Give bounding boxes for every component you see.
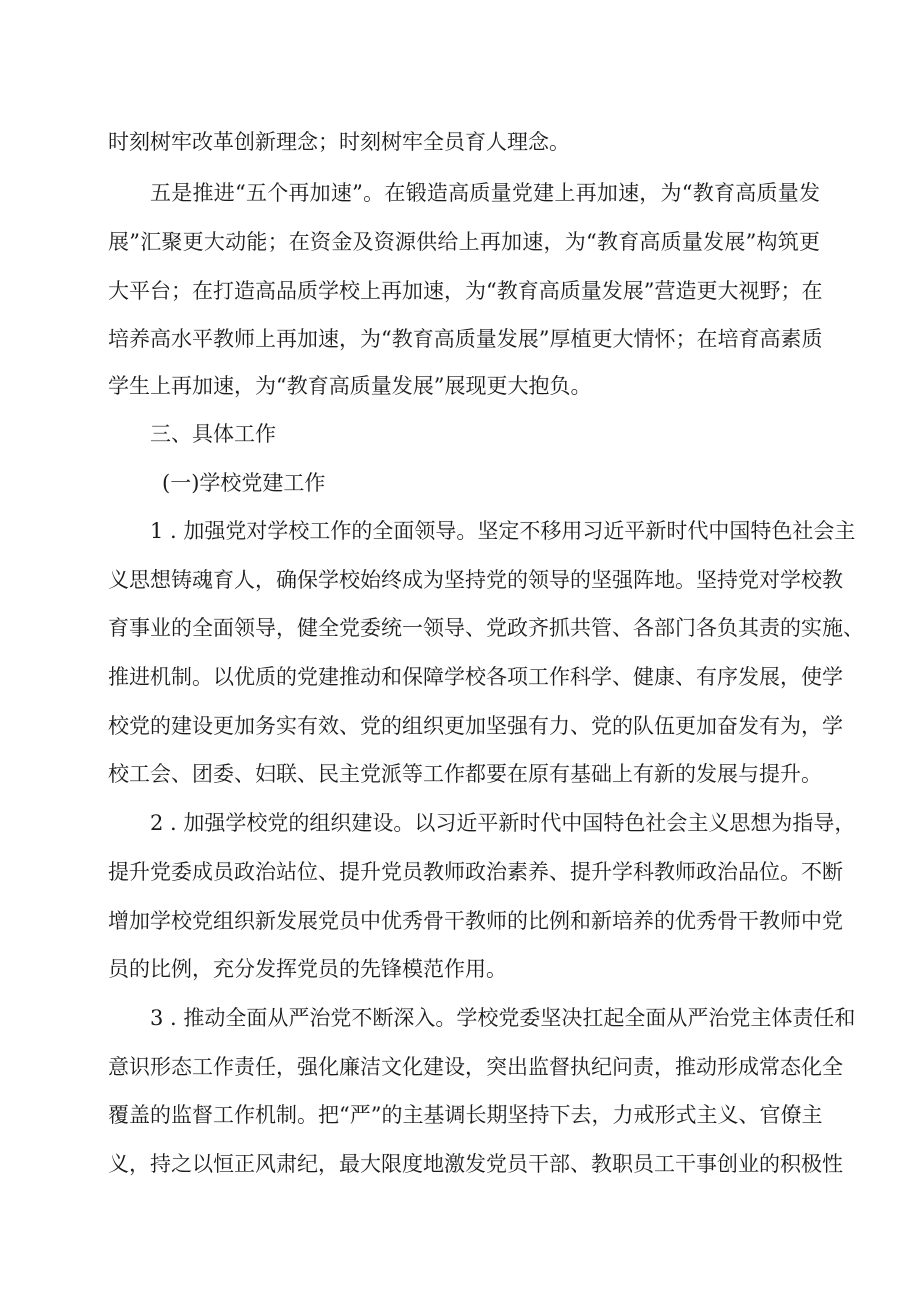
paragraph-line: 1 . 加强党对学校工作的全面领导。坚定不移用习近平新时代中国特色社会主 [150, 519, 856, 543]
paragraph-line: 育事业的全面领导，健全党委统一领导、党政齐抓共管、各部门各负其责的实施、 [108, 616, 864, 640]
paragraph-line: 2 . 加强学校党的组织建设。以习近平新时代中国特色社会主义思想为指导， [150, 811, 856, 835]
paragraph-line: 学生上再加速，为“教育高质量发展”展现更大抱负。 [108, 374, 592, 398]
paragraph-line: 义，持之以恒正风肃纪，最大限度地激发党员干部、教职员工干事创业的积极性 [108, 1152, 843, 1176]
paragraph-line: 增加学校党组织新发展党员中优秀骨干教师的比例和新培养的优秀骨干教师中党 [108, 909, 843, 933]
paragraph-line: 五是推进“五个再加速”。在锻造高质量党建上再加速，为“教育高质量发 [150, 181, 820, 205]
paragraph-line: 推进机制。以优质的党建推动和保障学校各项工作科学、健康、有序发展，使学 [108, 665, 843, 689]
section-heading: 三、具体工作 [150, 422, 276, 446]
paragraph-line: 覆盖的监督工作机制。把“严”的主基调长期坚持下去，力戒形式主义、官僚主 [108, 1103, 823, 1127]
paragraph-line: 培养高水平教师上再加速，为“教育高质量发展”厚植更大情怀；在培育高素质 [108, 327, 823, 351]
subsection-heading: (一)学校党建工作 [162, 471, 326, 495]
paragraph-line: 校工会、团委、妇联、民主党派等工作都要在原有基础上有新的发展与提升。 [108, 762, 822, 786]
paragraph-line: 意识形态工作责任，强化廉洁文化建设，突出监督执纪问责，推动形成常态化全 [108, 1055, 843, 1079]
paragraph-line: 提升党委成员政治站位、提升党员教师政治素养、提升学科教师政治品位。不断 [108, 860, 843, 884]
paragraph-line: 展”汇聚更大动能；在资金及资源供给上再加速，为“教育高质量发展”构筑更 [108, 230, 820, 254]
paragraph-line: 义思想铸魂育人，确保学校始终成为坚持党的领导的坚强阵地。坚持党对学校教 [108, 568, 843, 592]
paragraph-line: 时刻树牢改革创新理念；时刻树牢全员育人理念。 [108, 130, 570, 154]
paragraph-line: 员的比例，充分发挥党员的先锋模范作用。 [108, 957, 507, 981]
paragraph-line: 大平台；在打造高品质学校上再加速，为“教育高质量发展”营造更大视野；在 [108, 279, 823, 303]
paragraph-line: 校党的建设更加务实有效、党的组织更加坚强有力、党的队伍更加奋发有为，学 [108, 714, 843, 738]
paragraph-line: 3 . 推动全面从严治党不断深入。学校党委坚决扛起全面从严治党主体责任和 [150, 1006, 856, 1030]
